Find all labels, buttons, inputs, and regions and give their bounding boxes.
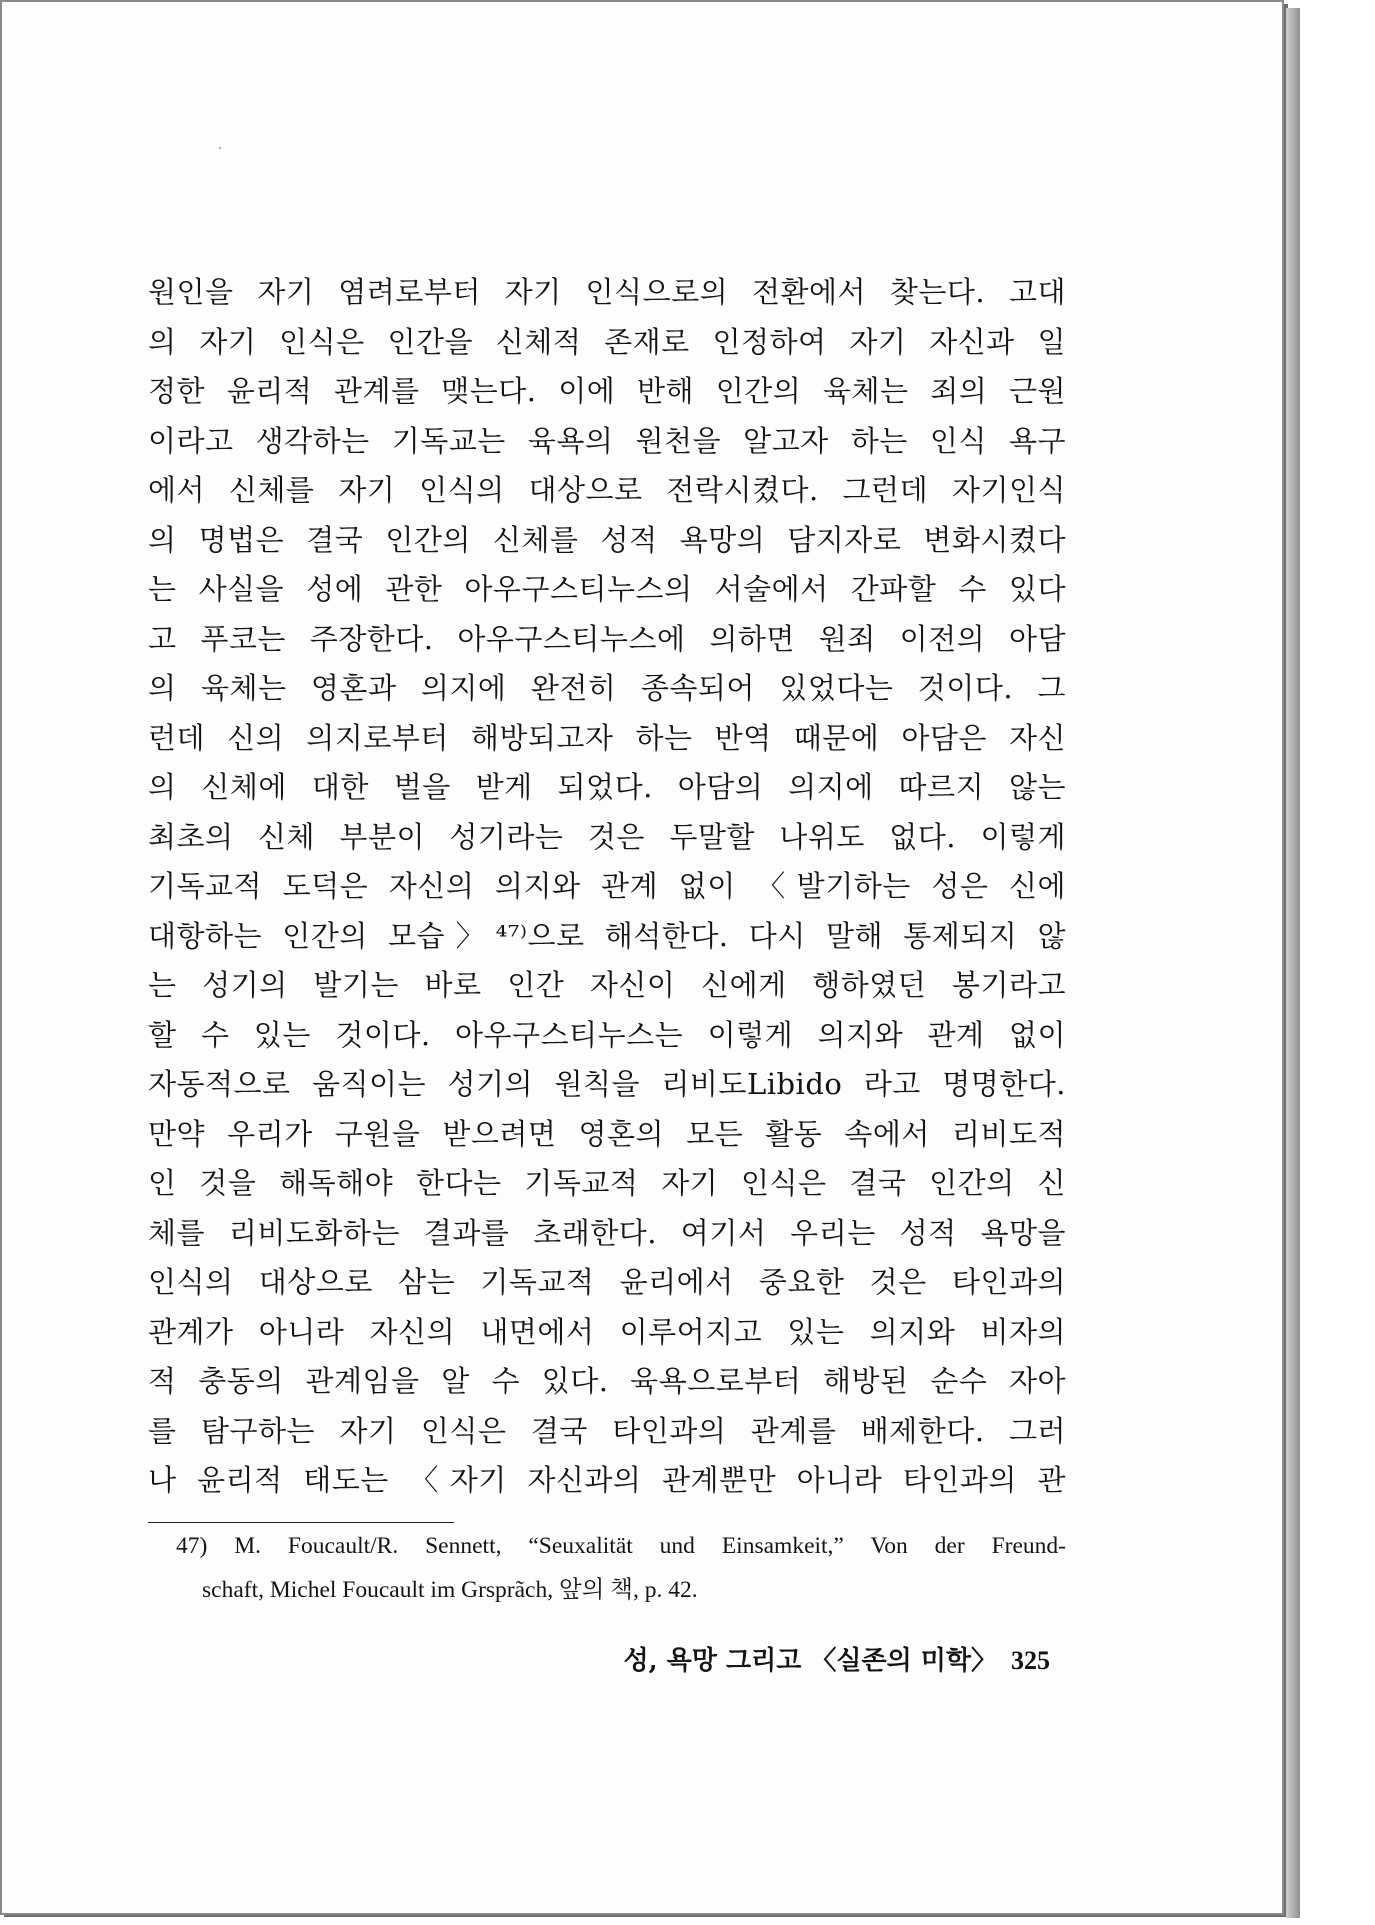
scan-speck <box>219 147 221 149</box>
text-line: 대항하는 인간의 모습〉⁴⁷⁾으로 해석한다. 다시 말해 통제되지 않 <box>148 918 1066 953</box>
text-line: 에서 신체를 자기 인식의 대상으로 전락시켰다. 그런데 자기인식 <box>148 473 1066 507</box>
text-line: 최초의 신체 부분이 성기라는 것은 두말할 나위도 없다. 이렇게 <box>148 819 1066 854</box>
text-line: 의 육체는 영혼과 의지에 완전히 종속되어 있었다는 것이다. 그 <box>148 671 1066 705</box>
page-number: 325 <box>1011 1646 1050 1675</box>
text-line: 런데 신의 의지로부터 해방되고자 하는 반역 때문에 아담은 자신 <box>148 720 1066 755</box>
footnote <box>176 1524 1066 1612</box>
text-line: 원인을 자기 염려로부터 자기 인식으로의 전환에서 찾는다. 고대 <box>148 275 1066 309</box>
page-edge <box>1286 8 1300 1918</box>
text-line: 자동적으로 움직이는 성기의 원칙을 리비도Libido 라고 명명한다. <box>148 1067 1066 1101</box>
footnote-line-2: schaft, Michel Foucault im Grsprãch, 앞의 책, p. 42. <box>202 1577 698 1603</box>
text-line: 를 탐구하는 자기 인식은 결국 타인과의 관계를 배제한다. 그러 <box>148 1413 1066 1448</box>
text-line: 적 충동의 관계임을 알 수 있다. 육욕으로부터 해방된 순수 자아 <box>148 1364 1066 1398</box>
text-line: 관계가 아니라 자신의 내면에서 이루어지고 있는 의지와 비자의 <box>148 1314 1066 1349</box>
body-text <box>148 268 1066 1506</box>
running-title: 성, 욕망 그리고 〈실존의 미학〉 <box>623 1646 997 1676</box>
text-line: 할 수 있는 것이다. 아우구스티누스는 이렇게 의지와 관계 없이 <box>148 1017 1066 1052</box>
text-line: 만약 우리가 구원을 받으려면 영혼의 모든 활동 속에서 리비도적 <box>148 1116 1066 1151</box>
text-line: 인식의 대상으로 삼는 기독교적 윤리에서 중요한 것은 타인과의 <box>148 1265 1066 1299</box>
page-footer <box>590 1640 1050 1677</box>
footnote-divider <box>148 1522 454 1523</box>
text-line: 정한 윤리적 관계를 맺는다. 이에 반해 인간의 육체는 죄의 근원 <box>148 374 1066 408</box>
text-line: 인 것을 해독해야 한다는 기독교적 자기 인식은 결국 인간의 신 <box>148 1166 1066 1200</box>
text-line: 나 윤리적 태도는 〈자기 자신과의 관계뿐만 아니라 타인과의 관 <box>148 1463 1066 1497</box>
text-line: 고 푸코는 주장한다. 아우구스티누스에 의하면 원죄 이전의 아담 <box>148 621 1066 656</box>
text-line: 는 사실을 성에 관한 아우구스티누스의 서술에서 간파할 수 있다 <box>148 572 1066 606</box>
text-line: 의 신체에 대한 벌을 받게 되었다. 아담의 의지에 따르지 않는 <box>148 770 1066 804</box>
text-line: 는 성기의 발기는 바로 인간 자신이 신에게 행하였던 봉기라고 <box>148 968 1066 1002</box>
text-line: 체를 리비도화하는 결과를 초래한다. 여기서 우리는 성적 욕망을 <box>148 1215 1066 1250</box>
text-line: 이라고 생각하는 기독교는 육욕의 원천을 알고자 하는 인식 욕구 <box>148 423 1066 458</box>
text-line: 의 명법은 결국 인간의 신체를 성적 욕망의 담지자로 변화시켰다 <box>148 522 1066 557</box>
footnote-line-1: 47) M. Foucault/R. Sennett, “Seuxalität und Einsamkeit,” Von der Freund- <box>176 1533 1066 1559</box>
text-line: 의 자기 인식은 인간을 신체적 존재로 인정하여 자기 자신과 일 <box>148 324 1066 359</box>
text-line: 기독교적 도덕은 자신의 의지와 관계 없이 〈발기하는 성은 신에 <box>148 869 1066 903</box>
